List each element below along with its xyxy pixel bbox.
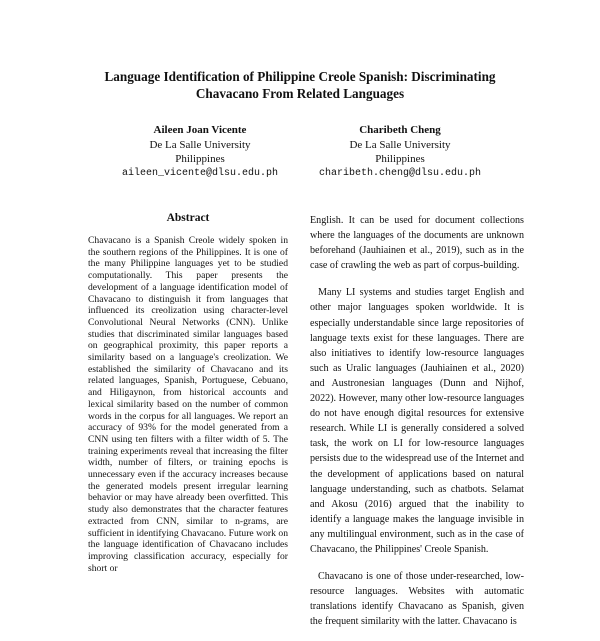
author-block-2 xyxy=(290,123,510,181)
author-name: Aileen Joan Vicente xyxy=(153,124,247,136)
title-line-2: Chavacano From Related Languages xyxy=(195,86,405,101)
title-line-1: Language Identification of Philippine Creole Spanish: Discriminating xyxy=(104,69,496,84)
abstract-heading: Abstract xyxy=(166,212,210,224)
author-name: Charibeth Cheng xyxy=(359,124,441,136)
paper-title xyxy=(60,68,540,102)
author-email: aileen_vicente@dlsu.edu.ph xyxy=(121,167,279,179)
body-paragraph: Chavacano is one of those under-researched, low-resource languages. Websites with automatic translations identify Chavacano as Spanish, given the frequent similarity with the latter. Chavacano is xyxy=(310,571,524,628)
author-affiliation: De La Salle University xyxy=(149,138,251,151)
author-block-1 xyxy=(90,123,310,181)
body-paragraph: English. It can be used for document collections where the languages of the documents are unknown beforehand (Jauhiainen et al., 2019), such as in the case of crawling the web as part of corpus-building. xyxy=(310,215,524,272)
author-email: charibeth.cheng@dlsu.edu.ph xyxy=(318,167,482,179)
abstract-text: Chavacano is a Spanish Creole widely spoken in the southern regions of the Philippines. It is one of the many Philippine languages yet to be studied computationally. This paper presents the development of a language identification model of Chavacano to distinguish it from languages that influenced its creolization using character-level Convolutional Neural Networks (CNN). Unlike studies that discriminated similar languages based on geographical proximity, this paper reports a similarity based on a language's creolization. We established the similarity of Chavacano and its related languages, Spanish, Portuguese, Cebuano, and Hiligaynon, from historical accounts and lexical similarity based on the number of common words in the corpus for all languages. We report an accuracy of 93% for the model generated from a CNN using ten filters with a filter width of 5. The training experiments reveal that increasing the filter width, number of filters, or training epochs is unnecessary even if the accuracy increases because the generated models present irregular learning behavior or may have already been overfitted. This study also demonstrates that the character features extracted from CNN, similar to n-grams, are sufficient in identifying Chavacano. Future work on the language identification of Chavacano includes improving classification accuracy, especially for short or xyxy=(88,235,288,574)
author-country: Philippines xyxy=(375,153,425,165)
author-affiliation: De La Salle University xyxy=(349,138,451,151)
body-column xyxy=(310,213,524,641)
body-paragraph: Many LI systems and studies target English and other major languages spoken worldwide. It is especially understandable since large repositories of language texts exist for these languages. There are also initiatives to identify low-resource languages such as Uralic languages (Jauhiainen et al., 2020) and Austronesian languages (Dunn and Nijhof, 2022). However, many other low-resource languages do not have enough digital resources for extensive research. While LI is generally considered a solved task, the work on LI for low-resource languages persists due to the widespread use of the Internet and the development of applications based on natural language understanding, such as chatbots. Selamat and Akosu (2016) argued that the inability to identify a language makes the language invisible in any multilingual environment, such as in the case of Chavacano, the Philippines' Creole Spanish. xyxy=(310,287,525,555)
author-country: Philippines xyxy=(175,153,225,165)
